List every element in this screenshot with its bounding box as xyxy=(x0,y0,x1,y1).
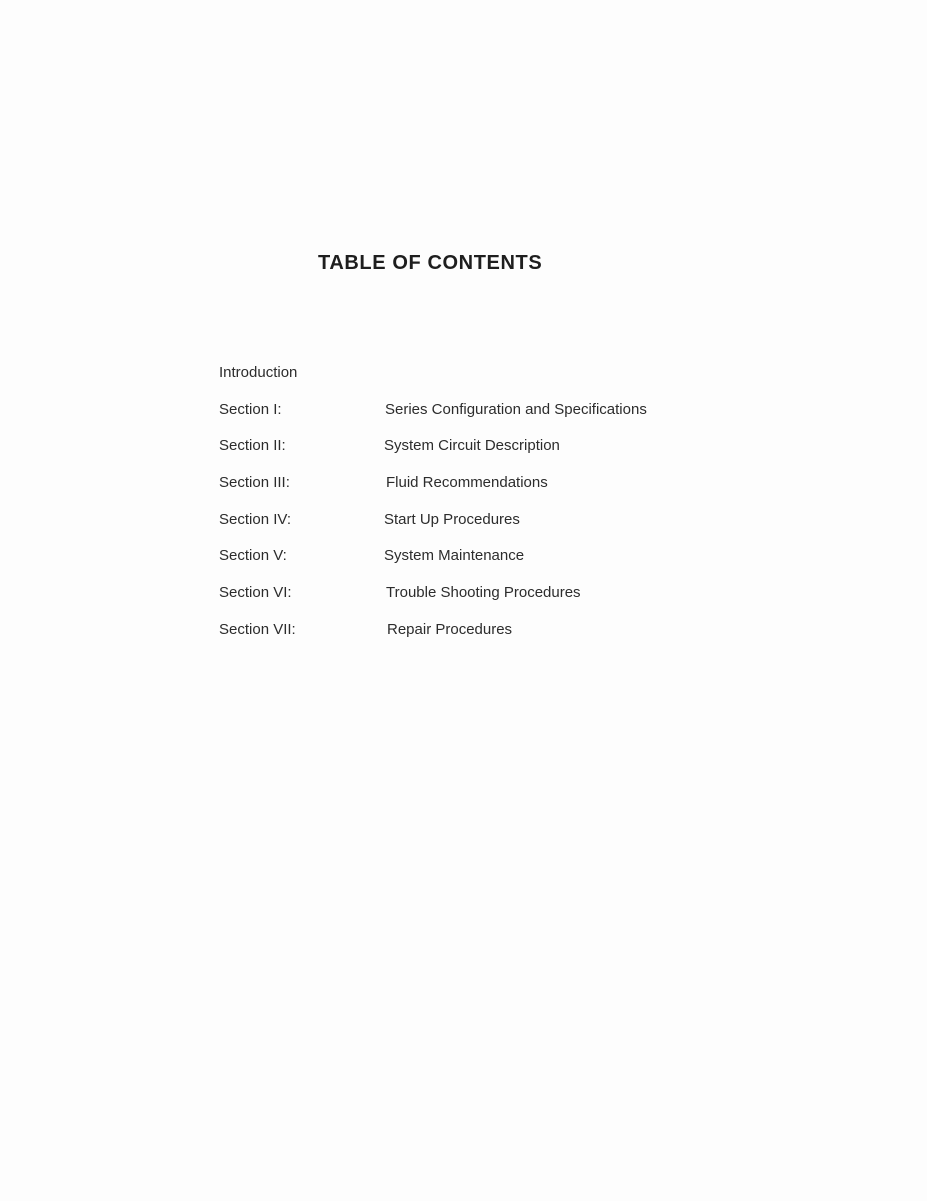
toc-entry-label: Section VI: xyxy=(219,584,292,602)
toc-entry-section-4 xyxy=(219,510,739,547)
toc-entry-section-7 xyxy=(219,620,739,657)
toc-entry-section-3 xyxy=(219,473,739,510)
toc-entry-introduction xyxy=(219,363,739,400)
toc-entry-label: Section III: xyxy=(219,474,290,492)
toc-entry-label: Section I: xyxy=(219,400,282,418)
toc-entry-label: Section VII: xyxy=(219,620,296,638)
toc-entry-title: Start Up Procedures xyxy=(384,510,520,528)
toc-entry-section-6 xyxy=(219,583,739,620)
toc-entry-title: Series Configuration and Specifications xyxy=(385,400,647,418)
toc-entry-title: Trouble Shooting Procedures xyxy=(386,584,581,602)
toc-entry-title: System Circuit Description xyxy=(384,437,560,455)
page-title: TABLE OF CONTENTS xyxy=(318,252,543,274)
toc-entry-title: Repair Procedures xyxy=(387,620,513,638)
toc-entry-label: Section II: xyxy=(219,437,286,455)
toc-entry-section-2 xyxy=(219,436,739,473)
toc-entry-label: Section IV: xyxy=(219,510,291,528)
toc-entry-title: Fluid Recommendations xyxy=(386,474,548,492)
toc-entry-title: System Maintenance xyxy=(384,547,525,565)
toc-entry-section-1 xyxy=(219,400,739,437)
toc-entry-label: Introduction xyxy=(219,364,298,381)
table-of-contents xyxy=(219,363,739,657)
toc-entry-label: Section V: xyxy=(219,547,287,565)
toc-entry-section-5 xyxy=(219,546,739,583)
